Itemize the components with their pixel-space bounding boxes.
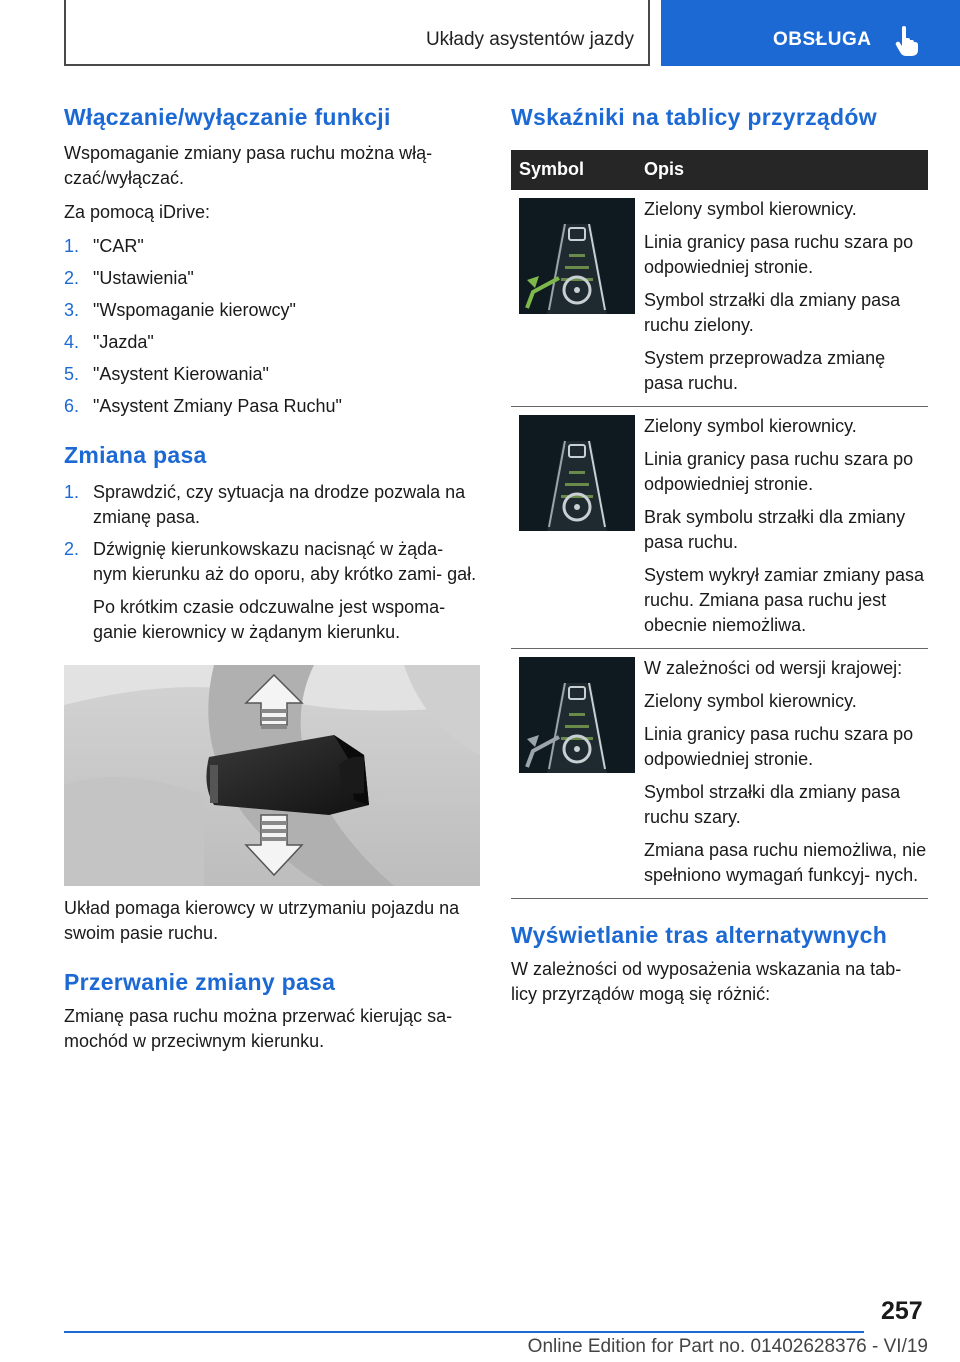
heading-cancel-lane-change: Przerwanie zmiany pasa — [64, 968, 336, 995]
indicator-table — [511, 150, 928, 899]
header-tab[interactable] — [661, 0, 960, 66]
list-item: 1. Sprawdzić, czy sytuacja na drodze pozwala na zmianę pasa. — [64, 481, 466, 527]
column-header-symbol: Symbol — [511, 150, 636, 190]
row-2-line-3: Brak symbolu strzałki dla zmiany pasa ruchu. — [644, 506, 906, 552]
column-header-description: Opis — [636, 150, 928, 190]
row-2-line-1: Zielony symbol kierownicy. — [644, 415, 857, 436]
list-item: 5. "Asystent Kierowania" — [64, 363, 269, 384]
list-item: 2. "Ustawienia" — [64, 267, 194, 288]
cancel-lane-change-text: Zmianę pasa ruchu można przerwać kierując sa‐ mochód w przeciwnym kierunku. — [64, 1005, 453, 1051]
lane-change-no-arrow-icon — [519, 415, 635, 531]
header-tab-label: OBSŁUGA — [773, 29, 872, 50]
row-3-line-4: Symbol strzałki dla zmiany pasa ruchu szary. — [644, 781, 901, 827]
row-1-line-4: System przeprowadza zmianę pasa ruchu. — [644, 347, 886, 393]
table-row — [511, 190, 928, 407]
turn-signal-lever-illustration — [64, 665, 480, 886]
header-section-box — [64, 0, 650, 66]
lane-change-steps — [64, 480, 482, 645]
table-row — [511, 648, 928, 898]
idrive-menu-steps — [64, 234, 482, 419]
header-section-title: Układy asystentów jazdy — [425, 29, 634, 50]
row-1-line-2: Linia granicy pasa ruchu szara po odpowiedniej stronie. — [644, 231, 914, 277]
row-3-line-2: Zielony symbol kierownicy. — [644, 690, 857, 711]
lane-change-arrow-grey-icon — [519, 657, 635, 773]
list-item: 4. "Jazda" — [64, 331, 154, 352]
left-column — [64, 100, 482, 1054]
row-1-line-3: Symbol strzałki dla zmiany pasa ruchu zielony. — [644, 289, 901, 335]
footer-divider — [64, 1331, 864, 1333]
heading-lane-change: Zmiana pasa — [64, 441, 207, 468]
row-2-line-4: System wykrył zamiar zmiany pasa ruchu. Zmiana pasa ruchu jest obecnie niemożliwa. — [644, 564, 925, 635]
list-item: 1. "CAR" — [64, 235, 144, 256]
pointing-hand-icon — [894, 26, 920, 56]
list-item: 6. "Asystent Zmiany Pasa Ruchu" — [64, 395, 342, 416]
table-header-row — [511, 150, 928, 190]
alternative-routes-text: W zależności od wyposażenia wskazania na tab‐ licy przyrządów mogą się różnić: — [511, 958, 902, 1004]
row-3-line-5: Zmiana pasa ruchu niemożliwa, nie spełniono wymagań funkcyj‐ nych. — [644, 839, 927, 885]
page-number: 257 — [881, 1297, 923, 1325]
row-1-line-1: Zielony symbol kierownicy. — [644, 198, 857, 219]
list-item: 3. "Wspomaganie kierowcy" — [64, 299, 296, 320]
idrive-text: Za pomocą iDrive: — [64, 201, 211, 222]
footer-edition-text: Online Edition for Part no. 01402628376 - VI/19 — [527, 1336, 928, 1357]
lane-assist-description: Układ pomaga kierowcy w utrzymaniu pojazdu na swoim pasie ruchu. — [64, 897, 460, 943]
toggle-intro-text: Wspomaganie zmiany pasa ruchu można włą‐ czać/wyłączać. — [64, 142, 433, 188]
right-column — [511, 100, 928, 1007]
row-2-line-2: Linia granicy pasa ruchu szara po odpowiedniej stronie. — [644, 448, 914, 494]
lane-change-arrow-green-icon — [519, 198, 635, 314]
heading-toggle-function: Włączanie/wyłączanie funkcji — [64, 104, 391, 130]
heading-instrument-indicators: Wskaźniki na tablicy przyrządów — [511, 104, 877, 130]
list-item: 2. Dźwignię kierunkowskazu nacisnąć w żąda‐ nym kierunku aż do oporu, aby krótko zami‐ gał. Po krótkim czasie odczuwalne jest wspoma‐ ganie kierownicy w żądanym kierunku. — [64, 538, 477, 642]
table-row — [511, 406, 928, 648]
row-3-line-1: W zależności od wersji krajowej: — [644, 657, 903, 678]
heading-alternative-routes: Wyświetlanie tras alternatywnych — [511, 921, 888, 948]
row-3-line-3: Linia granicy pasa ruchu szara po odpowiedniej stronie. — [644, 723, 914, 769]
